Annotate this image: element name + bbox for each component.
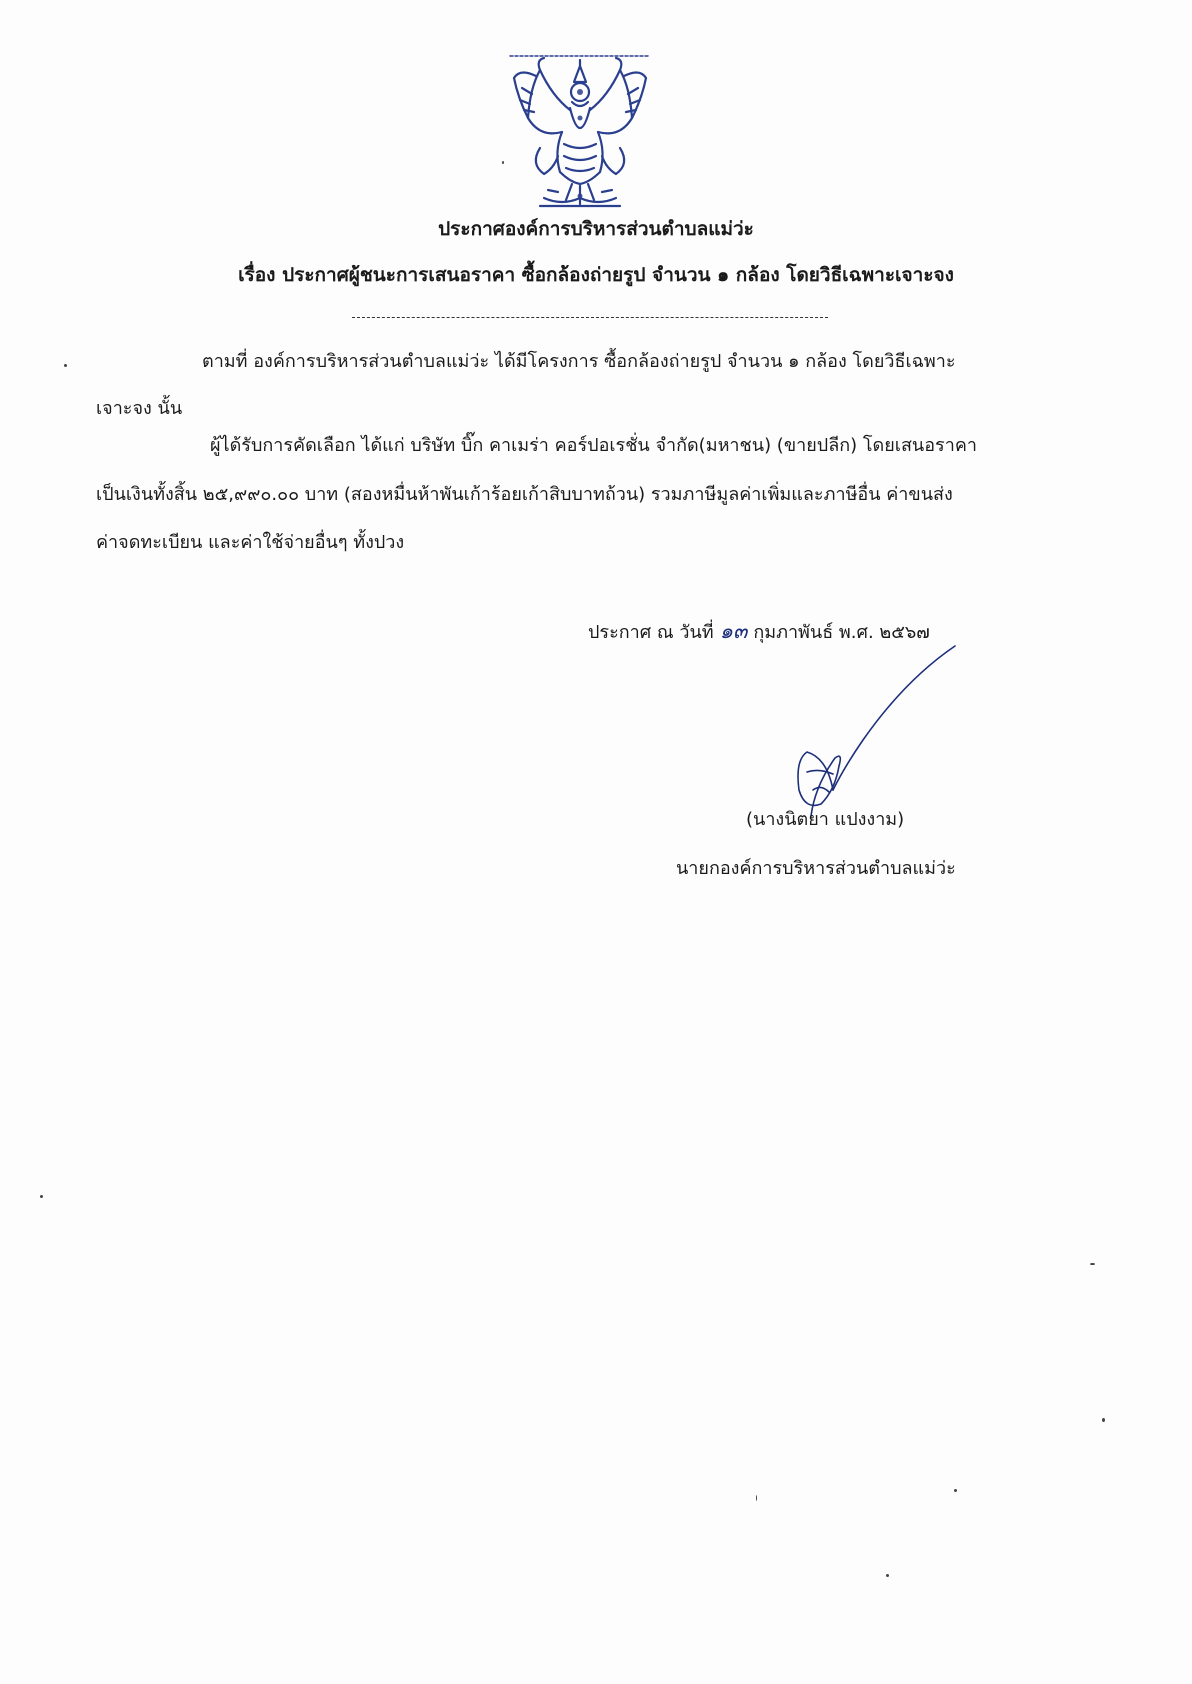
paragraph1-line1: ตามที่ องค์การบริหารส่วนตำบลแม่ว่ะ ได้มีโครงการ ซื้อกล้องถ่ายรูป จำนวน ๑ กล้อง โดยวิธีเฉพาะ	[202, 351, 956, 372]
date-month-year: กุมภาพันธ์ พ.ศ. ๒๕๖๗	[753, 622, 930, 643]
subject-title: เรื่อง ประกาศผู้ชนะการเสนอราคา ซื้อกล้องถ่ายรูป จำนวน ๑ กล้อง โดยวิธีเฉพาะเจาะจง	[238, 264, 954, 286]
handwritten-day: ๑๓	[719, 619, 748, 643]
scan-speck	[502, 161, 504, 164]
scan-speck	[40, 1195, 43, 1198]
garuda-emblem-icon	[500, 48, 660, 213]
scan-speck	[756, 1495, 757, 1501]
paragraph1-line2: เจาะจง นั้น	[96, 398, 183, 419]
scan-speck	[1090, 1263, 1095, 1265]
paragraph2-line1: ผู้ได้รับการคัดเลือก ได้แก่ บริษัท บิ๊ก คาเมร่า คอร์ปอเรชั่น จำกัด(มหาชน) (ขายปลีก) โดยเสนอราคา	[210, 435, 977, 456]
organization-title: ประกาศองค์การบริหารส่วนตำบลแม่ว่ะ	[438, 218, 754, 240]
date-prefix: ประกาศ ณ วันที่	[588, 622, 714, 643]
signatory-title: นายกองค์การบริหารส่วนตำบลแม่ว่ะ	[676, 858, 956, 879]
scan-speck	[1102, 1418, 1105, 1422]
scan-speck	[886, 1574, 889, 1577]
heading-divider	[352, 317, 828, 318]
paragraph2-line3: ค่าจดทะเบียน และค่าใช้จ่ายอื่นๆ ทั้งปวง	[96, 532, 405, 553]
signatory-name: (นางนิตยา แปงงาม)	[746, 809, 905, 830]
scan-speck	[64, 364, 67, 367]
handwritten-signature-icon	[755, 640, 975, 835]
paragraph2-line2: เป็นเงินทั้งสิ้น ๒๕,๙๙๐.๐๐ บาท (สองหมื่นห้าพันเก้าร้อยเก้าสิบบาทถ้วน) รวมภาษีมูลค่าเพิ่มและภาษีอื่น ค่าขนส่ง	[96, 484, 953, 505]
scan-speck	[954, 1489, 957, 1492]
